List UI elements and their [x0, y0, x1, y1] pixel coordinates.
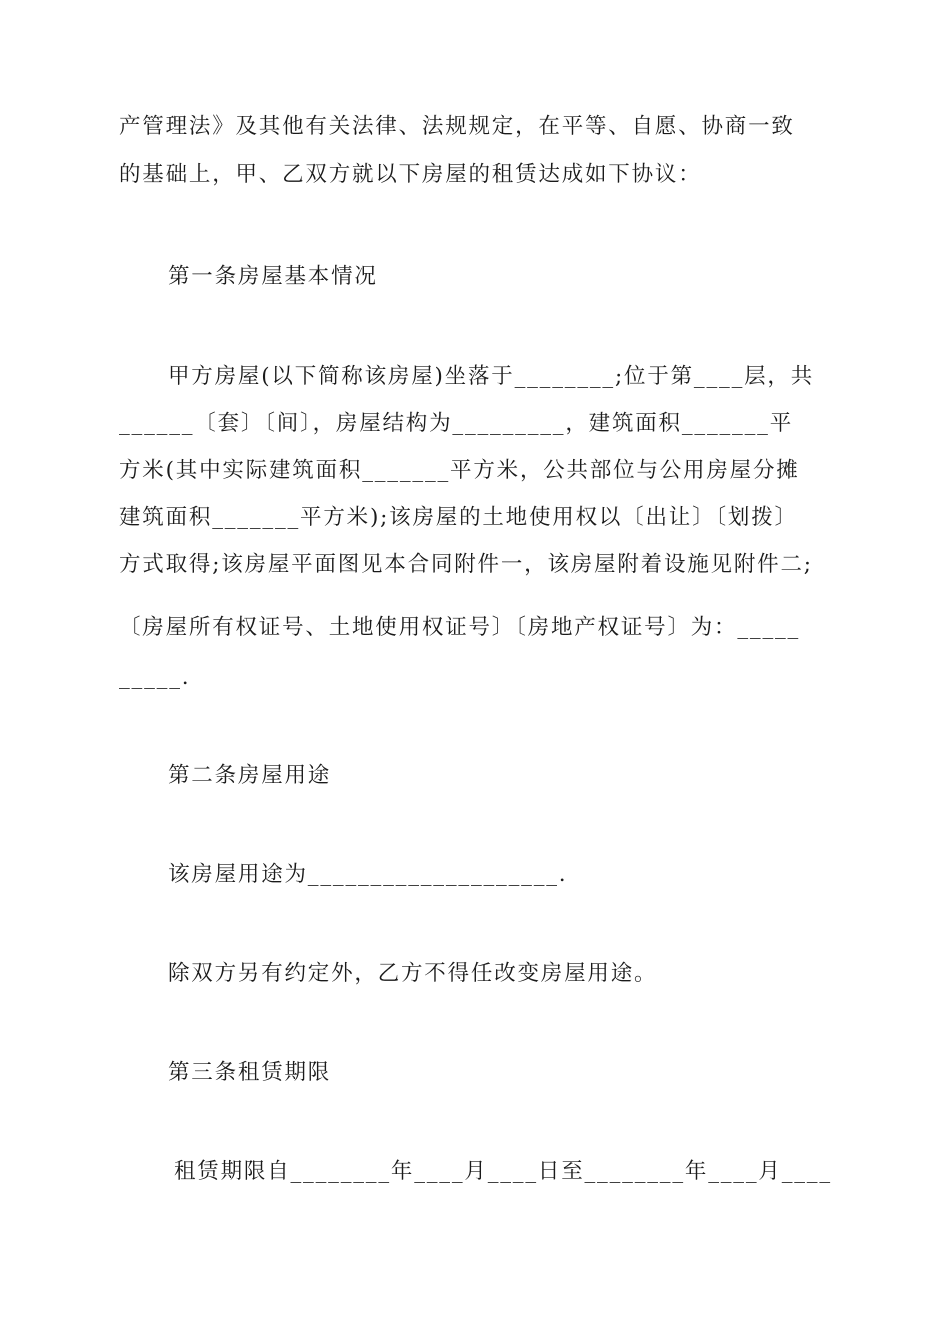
article2-line-2: 除双方另有约定外，乙方不得任改变房屋用途。 [168, 961, 658, 986]
article1-heading: 第一条房屋基本情况 [168, 264, 378, 289]
article1-line-4: 建筑面积_______平方米);该房屋的土地使用权以〔出让〕〔划拨〕 [119, 505, 798, 530]
article1-line-1: 甲方房屋(以下简称该房屋)坐落于________;位于第____层，共 [168, 364, 815, 389]
article1-line-3: 方米(其中实际建筑面积_______平方米，公共部位与公用房屋分摊 [119, 458, 800, 483]
intro-line-2: 的基础上，甲、乙双方就以下房屋的租赁达成如下协议： [119, 162, 702, 187]
intro-line-1: 产管理法》及其他有关法律、法规规定，在平等、自愿、协商一致 [119, 114, 795, 139]
article1-line-7: _____. [119, 665, 191, 690]
article3-line-1: 租赁期限自________年____月____日至________年____月____ [174, 1159, 832, 1184]
article1-line-5: 方式取得;该房屋平面图见本合同附件一，该房屋附着设施见附件二; [119, 552, 813, 577]
article3-heading: 第三条租赁期限 [168, 1060, 332, 1085]
article1-line-6: 〔房屋所有权证号、土地使用权证号〕〔房地产权证号〕为：_____ [119, 615, 801, 640]
article1-line-2: ______〔套〕〔间〕，房屋结构为_________，建筑面积_______平 [119, 411, 794, 436]
article2-heading: 第二条房屋用途 [168, 763, 332, 788]
article2-line-1: 该房屋用途为____________________. [168, 862, 568, 887]
